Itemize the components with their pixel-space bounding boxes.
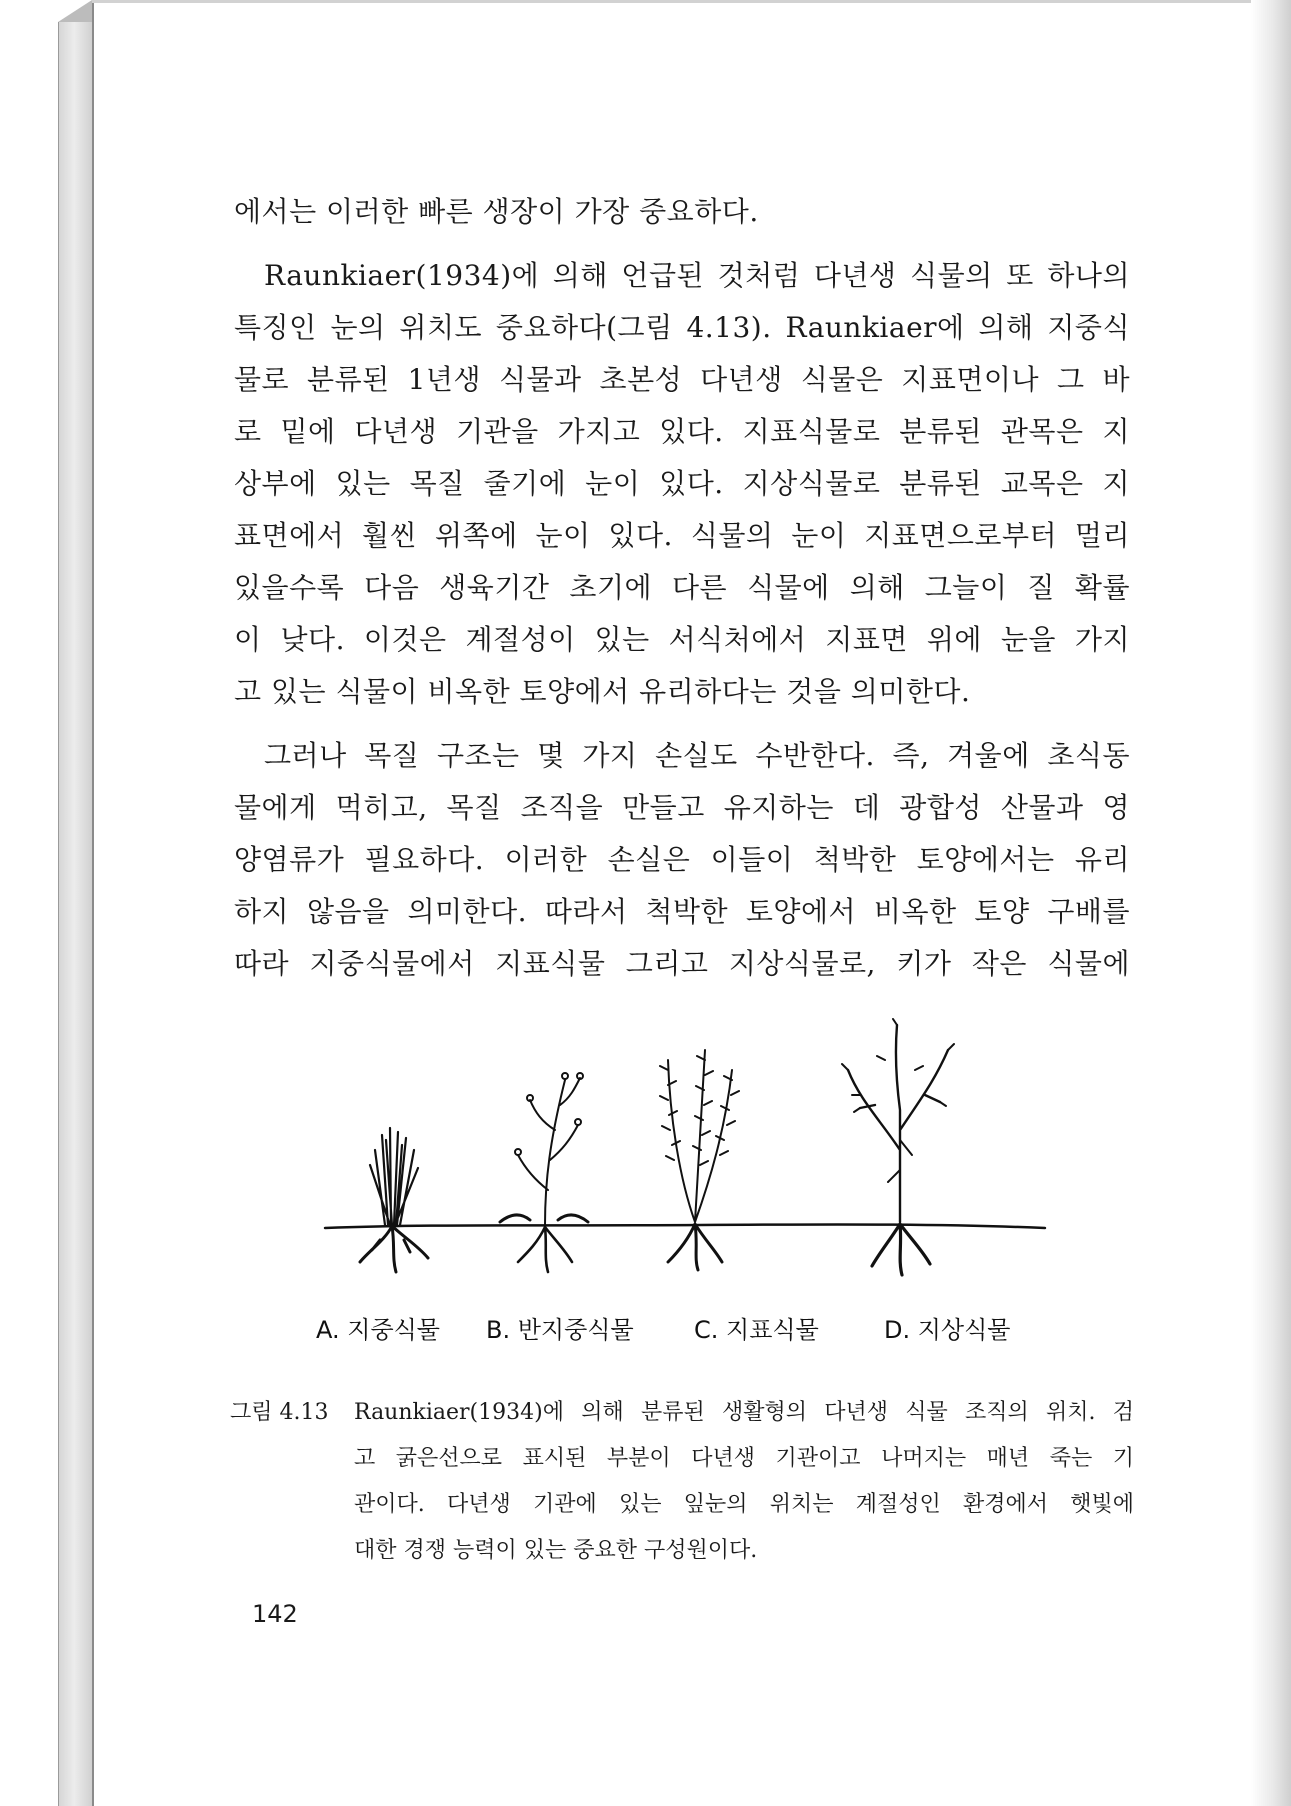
text-line: 에서는 이러한 빠른 생장이 가장 중요하다. xyxy=(234,195,759,228)
text-line: 표면에서 훨씬 위쪽에 눈이 있다. 식물의 눈이 지표면으로부터 멀리 xyxy=(234,519,1130,552)
text-line: 이 낮다. 이것은 계절성이 있는 서식처에서 지표면 위에 눈을 가지 xyxy=(234,623,1130,656)
life-form-figure xyxy=(300,1000,1100,1340)
text-line: 양염류가 필요하다. 이러한 손실은 이들이 척박한 토양에서는 유리 xyxy=(234,843,1130,876)
plant-c-icon xyxy=(660,1050,739,1270)
figure-label-a: A. 지중식물 xyxy=(316,1316,440,1344)
ground-line xyxy=(325,1224,1045,1228)
plant-d-icon xyxy=(842,1019,954,1275)
caption-line: 대한 경쟁 능력이 있는 중요한 구성원이다. xyxy=(354,1538,758,1563)
text-line: 고 있는 식물이 비옥한 토양에서 유리하다는 것을 의미한다. xyxy=(234,675,971,708)
figure-label-c: C. 지표식물 xyxy=(694,1316,819,1344)
caption-line: 고 굵은선으로 표시된 부분이 다년생 기관이고 나머지는 매년 죽는 기 xyxy=(354,1446,1134,1471)
caption-line: 관이다. 다년생 기관에 있는 잎눈의 위치는 계절성인 환경에서 햇빛에 xyxy=(354,1492,1134,1517)
text-line: 상부에 있는 목질 줄기에 눈이 있다. 지상식물로 분류된 교목은 지 xyxy=(234,467,1130,500)
caption-line: Raunkiaer(1934)에 의해 분류된 생활형의 다년생 식물 조직의 위치. 검 xyxy=(354,1400,1134,1425)
text-line: 그러나 목질 구조는 몇 가지 손실도 수반한다. 즉, 겨울에 초식동 xyxy=(264,739,1130,772)
text-line: 로 밑에 다년생 기관을 가지고 있다. 지표식물로 분류된 관목은 지 xyxy=(234,415,1130,448)
body-text xyxy=(234,186,1130,990)
book-spine-cap xyxy=(58,0,92,22)
figure-label-b: B. 반지중식물 xyxy=(486,1316,634,1344)
text-line: Raunkiaer(1934)에 의해 언급된 것처럼 다년생 식물의 또 하나의 xyxy=(264,259,1130,292)
plants-illustration xyxy=(300,1000,1100,1300)
text-line: 따라 지중식물에서 지표식물 그리고 지상식물로, 키가 작은 식물에 xyxy=(234,947,1130,980)
caption-body xyxy=(354,1390,1134,1574)
figure-label-d: D. 지상식물 xyxy=(884,1316,1011,1344)
page-number: 142 xyxy=(252,1600,298,1628)
text-line: 물에게 먹히고, 목질 조직을 만들고 유지하는 데 광합성 산물과 영 xyxy=(234,791,1130,824)
text-line: 하지 않음을 의미한다. 따라서 척박한 토양에서 비옥한 토양 구배를 xyxy=(234,895,1130,928)
text-line: 물로 분류된 1년생 식물과 초본성 다년생 식물은 지표면이나 그 바 xyxy=(234,363,1130,396)
book-spine xyxy=(58,22,93,1806)
page-right-shadow xyxy=(1251,0,1291,1806)
caption-number: 그림 4.13 xyxy=(230,1400,329,1425)
plant-b-icon xyxy=(500,1073,588,1272)
plant-a-icon xyxy=(360,1128,428,1272)
text-line: 특징인 눈의 위치도 중요하다(그림 4.13). Raunkiaer에 의해 지중식 xyxy=(234,311,1130,344)
text-line: 있을수록 다음 생육기간 초기에 다른 식물에 의해 그늘이 질 확률 xyxy=(234,571,1130,604)
page-top-edge xyxy=(92,0,1252,3)
